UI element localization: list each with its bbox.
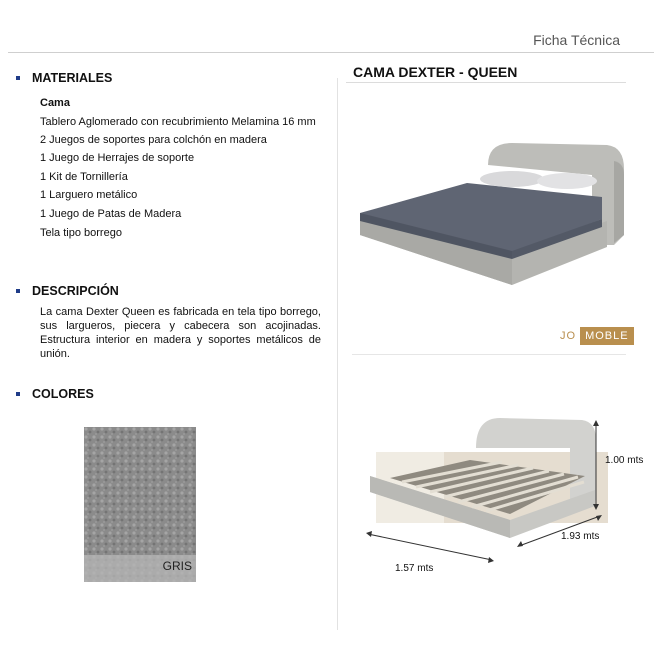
descripcion-text: La cama Dexter Queen es fabricada en tela tipo borrego, sus largueros, piecera y cabecera son acojinadas. Estructura interior en madera y soportes metálicos de unión. (40, 306, 321, 360)
list-item: 1 Larguero metálico (40, 189, 138, 202)
product-title: CAMA DEXTER - QUEEN (353, 64, 518, 80)
materiales-heading (16, 71, 112, 85)
title-divider (346, 82, 626, 83)
list-item: Tela tipo borrego (40, 226, 122, 239)
brand-logo (556, 327, 634, 345)
bullet-icon (16, 289, 20, 293)
descripcion-heading (16, 284, 119, 298)
list-item: 1 Juego de Patas de Madera (40, 207, 182, 220)
colores-heading-text: COLORES (32, 387, 94, 401)
colores-heading (16, 387, 94, 401)
image-divider (352, 354, 626, 355)
list-item: 1 Kit de Tornillería (40, 170, 128, 183)
header-divider (8, 52, 654, 53)
document-title: Ficha Técnica (533, 32, 620, 48)
list-item: Tablero Aglomerado con recubrimiento Melamina 16 mm (40, 115, 316, 128)
dimension-diagram (360, 408, 612, 568)
column-divider (337, 78, 338, 630)
materiales-subheading: Cama (40, 97, 70, 109)
dimension-height: 1.00 mts (605, 455, 644, 466)
bullet-icon (16, 76, 20, 80)
descripcion-heading-text: DESCRIPCIÓN (32, 284, 119, 298)
materiales-list (40, 94, 320, 242)
color-swatch-gris[interactable] (84, 427, 196, 582)
materiales-heading-text: MATERIALES (32, 71, 113, 85)
bed-photo (352, 135, 632, 295)
logo-part-1: JO (560, 330, 577, 342)
bullet-icon (16, 392, 20, 396)
list-item: 1 Juego de Herrajes de soporte (40, 152, 195, 165)
swatch-label: GRIS (162, 559, 192, 573)
dimension-width: 1.57 mts (395, 563, 434, 574)
dimension-depth: 1.93 mts (561, 531, 600, 542)
logo-part-2: MOBLE (580, 327, 634, 345)
list-item: 2 Juegos de soportes para colchón en madera (40, 133, 267, 146)
